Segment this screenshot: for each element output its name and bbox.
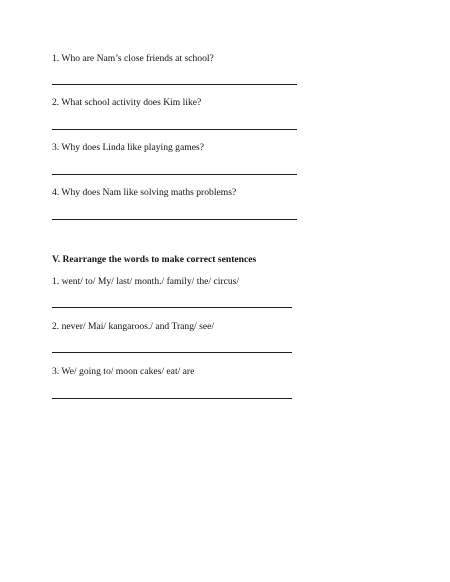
answer-line-4[interactable]	[52, 219, 297, 220]
answer-line-3[interactable]	[52, 174, 297, 175]
rearrange-item-3: 3. We/ going to/ moon cakes/ eat/ are	[52, 366, 195, 377]
question-2: 2. What school activity does Kim like?	[52, 97, 202, 108]
rearrange-item-2: 2. never/ Mai/ kangaroos./ and Trang/ see/	[52, 321, 214, 332]
rearrange-item-1: 1. went/ to/ My/ last/ month./ family/ the/ circus/	[52, 276, 240, 287]
rearrange-answer-line-2[interactable]	[52, 352, 292, 353]
answer-line-2[interactable]	[52, 129, 297, 130]
rearrange-answer-line-3[interactable]	[52, 398, 292, 399]
question-4: 4. Why does Nam like solving maths problems?	[52, 187, 237, 198]
question-1: 1. Who are Nam’s close friends at school?	[52, 53, 214, 64]
section-v-heading: V. Rearrange the words to make correct sentences	[52, 254, 257, 265]
question-3: 3. Why does Linda like playing games?	[52, 142, 204, 153]
answer-line-1[interactable]	[52, 84, 297, 85]
rearrange-answer-line-1[interactable]	[52, 307, 292, 308]
